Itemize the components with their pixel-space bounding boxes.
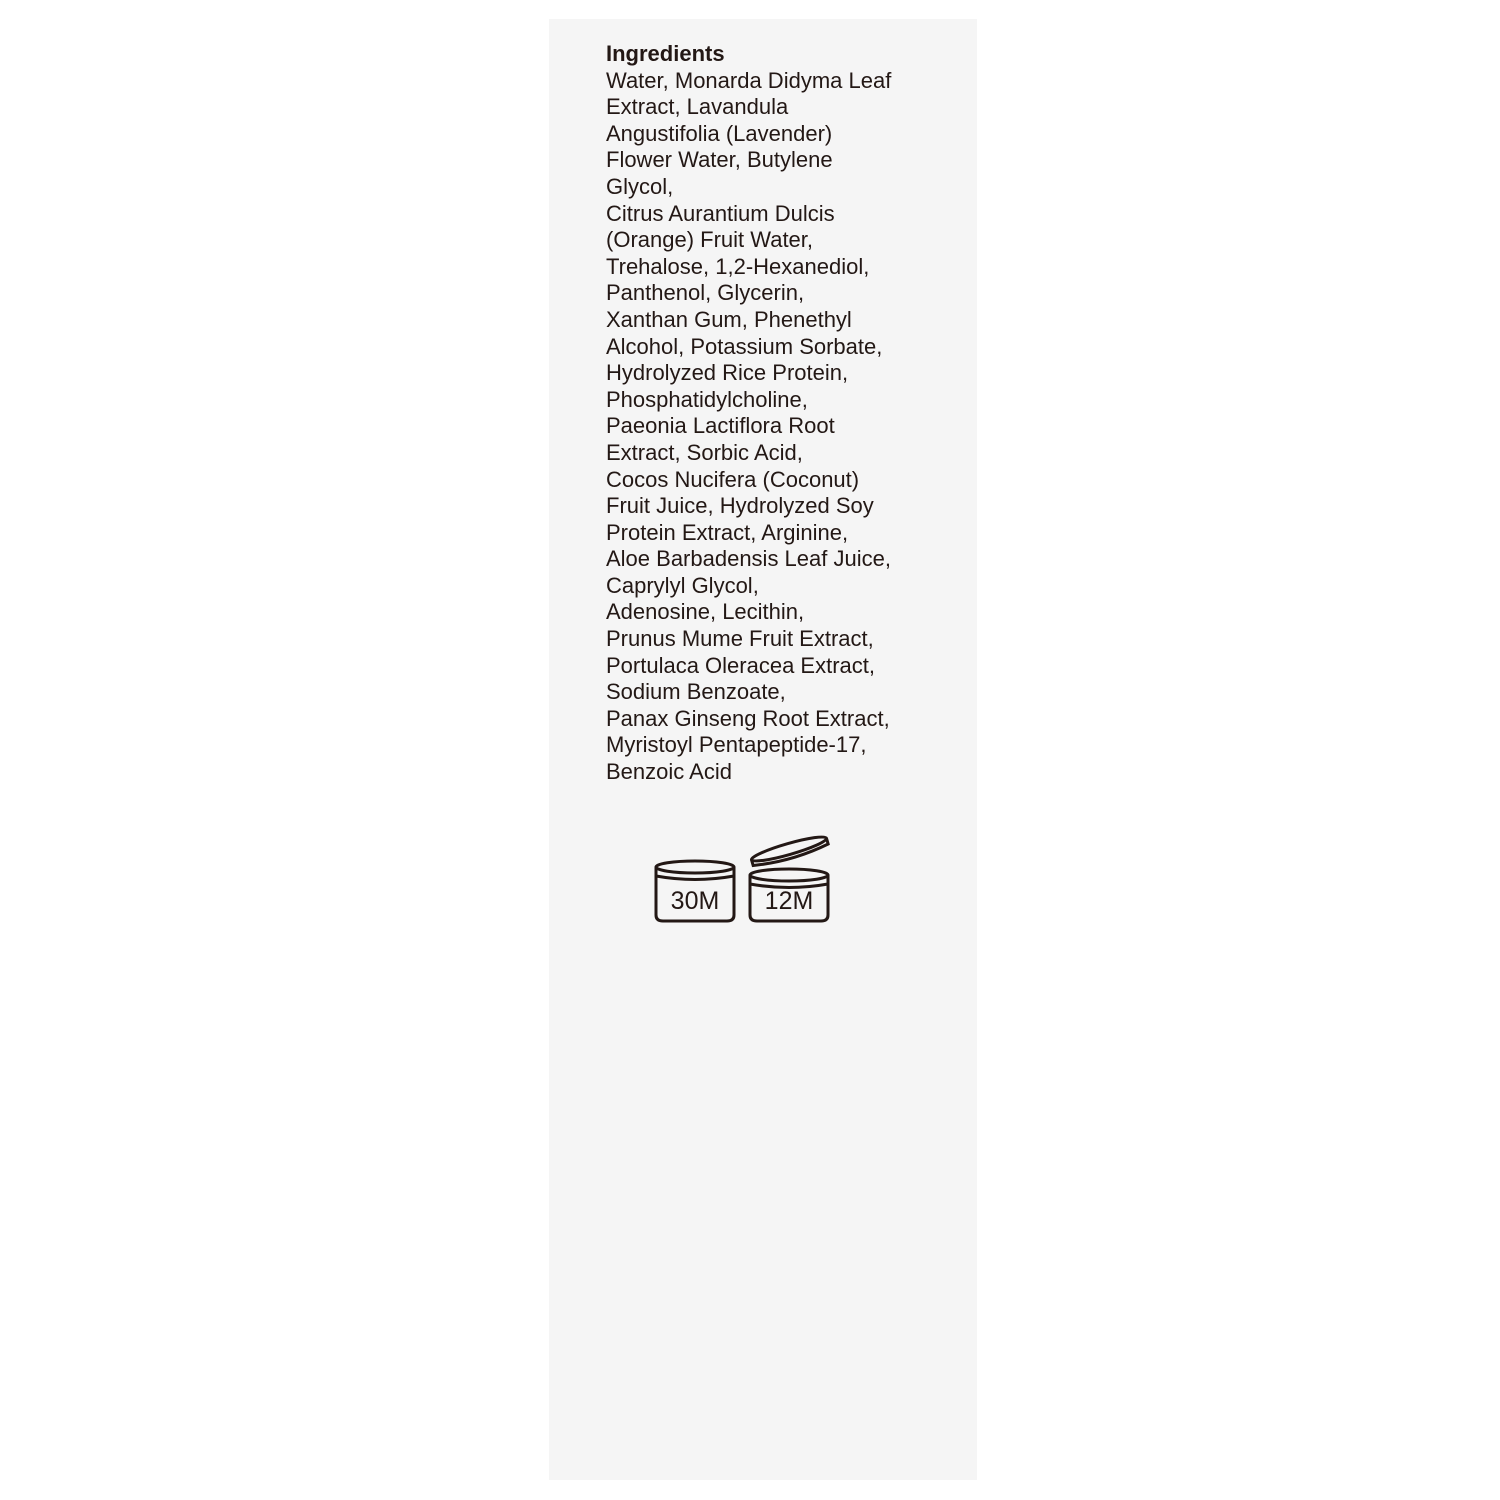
ingredient-line: Extract, Sorbic Acid,	[606, 439, 803, 465]
ingredient-line: Fruit Juice, Hydrolyzed Soy	[606, 493, 874, 519]
ingredient-line: Paeonia Lactiflora Root	[606, 413, 835, 439]
ingredient-line: Aloe Barbadensis Leaf Juice,	[606, 546, 891, 572]
ingredient-line: Trehalose, 1,2-Hexanediol,	[606, 253, 870, 279]
ingredient-line: Extract, Lavandula	[606, 94, 789, 120]
shelf-life-label: 30M	[670, 887, 720, 915]
ingredient-line: Panthenol, Glycerin,	[606, 280, 805, 306]
ingredient-line: Protein Extract, Arginine,	[606, 519, 849, 545]
ingredients-heading: Ingredients	[606, 41, 725, 66]
ingredients-list	[606, 68, 966, 786]
period-after-opening-label: 12M	[764, 887, 814, 915]
ingredient-line: Adenosine, Lecithin,	[606, 599, 805, 625]
ingredient-line: Flower Water, Butylene	[606, 147, 833, 173]
ingredient-line: Caprylyl Glycol,	[606, 572, 759, 598]
ingredient-line: Cocos Nucifera (Coconut)	[606, 466, 860, 492]
ingredients-section	[606, 41, 966, 786]
ingredient-line: Water, Monarda Didyma Leaf	[606, 67, 892, 93]
ingredients-panel	[549, 19, 977, 1480]
jar-icons	[653, 835, 833, 925]
ingredient-line: Citrus Aurantium Dulcis	[606, 200, 835, 226]
ingredient-line: Glycol,	[606, 173, 674, 199]
ingredient-line: Angustifolia (Lavender)	[606, 120, 833, 146]
ingredient-line: Prunus Mume Fruit Extract,	[606, 626, 874, 652]
expiry-symbols	[653, 835, 833, 925]
ingredient-line: Benzoic Acid	[606, 759, 732, 785]
ingredient-line: Hydrolyzed Rice Protein,	[606, 360, 849, 386]
ingredient-line: Alcohol, Potassium Sorbate,	[606, 333, 883, 359]
ingredient-line: Xanthan Gum, Phenethyl	[606, 306, 852, 332]
ingredient-line: Panax Ginseng Root Extract,	[606, 705, 890, 731]
ingredient-line: (Orange) Fruit Water,	[606, 227, 814, 253]
ingredient-line: Sodium Benzoate,	[606, 679, 786, 705]
ingredient-line: Myristoyl Pentapeptide-17,	[606, 732, 867, 758]
ingredient-line: Portulaca Oleracea Extract,	[606, 652, 876, 678]
ingredient-line: Phosphatidylcholine,	[606, 386, 808, 412]
